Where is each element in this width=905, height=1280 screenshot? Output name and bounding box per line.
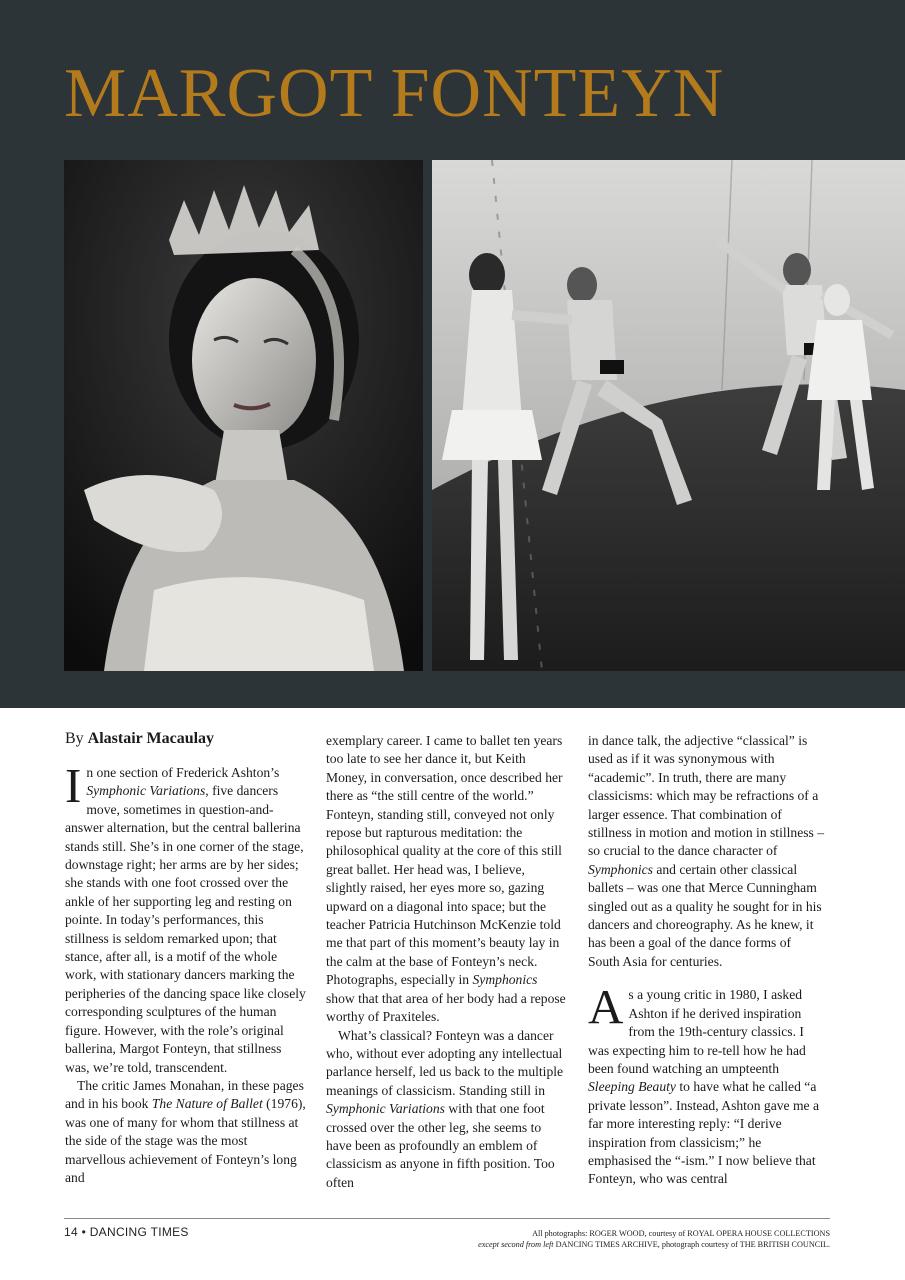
text-run: exemplary career. I came to ballet ten years too late to see her dance it, but Keith Money, in conversation, once described her there as “the still centre of the world.” Fonteyn, standing still, conveyed not only repose but rapturous meditation: the philosophical quality at the core of this still great ballet. Her head was, I believe, slightly raised, her eyes more so, gazing upward on a diagonal into space; but the teacher Patricia Hutchinson McKenzie told me that part of this moment’s beauty lay in the calm at the base of Fonteyn’s neck. Photographs, especially in [326, 733, 563, 988]
portrait-image [64, 160, 423, 671]
italic-title: The Nature of Ballet [151, 1096, 263, 1112]
text-run: What’s classical? Fonteyn was a dancer who, without ever adopting any intellectual parlance herself, led us back to the multiple meanings of classicism. Standing still in [326, 1027, 564, 1098]
credit-text: DANCING TIMES ARCHIVE, photograph courtesy of THE BRITISH COUNCIL. [553, 1240, 830, 1249]
credit-italic: except second from left [478, 1240, 554, 1249]
paragraph [588, 732, 824, 971]
paragraph [65, 1077, 308, 1187]
text-run: in dance talk, the adjective “classical” is used as if it was synonymous with “academic”. In truth, there are many classicisms: which may be refractions of a larger essence. That combination of stillness in motion and motion in stillness – so crucial to the dance character of [588, 733, 825, 859]
paragraph [326, 1027, 569, 1193]
italic-title: Symphonic Variations [86, 783, 206, 799]
text-run: and certain other classical ballets – was one that Merce Cunningham singled out as a quality he sought for in his dancers and choreography. As he knew, it has been a goal of the dance forms of South Asia for centuries. [588, 861, 822, 969]
photo-credit [478, 1228, 830, 1250]
footer-rule [64, 1218, 830, 1219]
credit-line-1: All photographs: ROGER WOOD, courtesy of ROYAL OPERA HOUSE COLLECTIONS [532, 1229, 830, 1238]
text-run: (1976), was one of many for whom that stillness at the side of the stage was the most marvellous achievement of Fonteyn’s long and [65, 1096, 306, 1185]
paragraph [588, 979, 824, 1188]
text-run: , five dancers move, sometimes in question-and-answer alternation, but the central ballerina stands still. She’s in one corner of the stage, downstage right; her arms are by her sides; she stands with one foot crossed over the ankle of her supporting leg and resting on pointe. In today’s performances, this stillness is seldom remarked upon; that stance, after all, is a motif of the whole work, with stationary dancers marking the peripheries of the dancing space like closely corresponding sculptures of the human figure. However, with the role’s original ballerina, Margot Fonteyn, that stillness was, we’re told, transcendent. [65, 783, 306, 1075]
drop-cap: I [65, 758, 82, 813]
paragraph [65, 758, 308, 1077]
italic-title: Symphonics [472, 972, 538, 988]
text-run: The critic James Monahan, in these pages and in his book [65, 1077, 304, 1112]
text-run: with that one foot crossed over the other leg, she seems to have been as profoundly an emblem of classicism as anyone in fifth position. Too often [326, 1101, 555, 1190]
page-folio: 14 • DANCING TIMES [64, 1225, 189, 1239]
byline-prefix: By [65, 730, 84, 747]
italic-title: Sleeping Beauty [588, 1079, 676, 1095]
drop-cap: A [588, 979, 624, 1035]
text-run: s a young critic in 1980, I asked Ashton if he derived inspiration from the 19th-century classics. I was expecting him to re-tell how he had been found watching an umpteenth [588, 987, 806, 1076]
author-name: Alastair Macaulay [87, 730, 215, 747]
stage-photo [432, 160, 905, 671]
text-run: to have what he called “a private lesson”. Instead, Ashton gave me a far more interesting reply: “I derive inspiration from classicism;” he emphasised the “-ism.” I now believe that Fonteyn, who was central [588, 1079, 820, 1187]
text-run: n one section of Frederick Ashton’s [86, 765, 280, 780]
italic-title: Symphonics [588, 861, 653, 877]
portrait-photo [64, 160, 423, 671]
paragraph [326, 732, 569, 1027]
italic-title: Symphonic Variations [326, 1101, 445, 1117]
text-run: show that that area of her body had a repose worthy of Praxiteles. [326, 990, 566, 1025]
page-title: MARGOT FONTEYN [64, 55, 725, 132]
byline [65, 728, 308, 750]
stage-image [432, 160, 905, 671]
article-column-3 [588, 732, 824, 1189]
article-column-2 [326, 732, 569, 1192]
credit-line-2 [478, 1239, 830, 1250]
article-column-1 [65, 728, 308, 1187]
